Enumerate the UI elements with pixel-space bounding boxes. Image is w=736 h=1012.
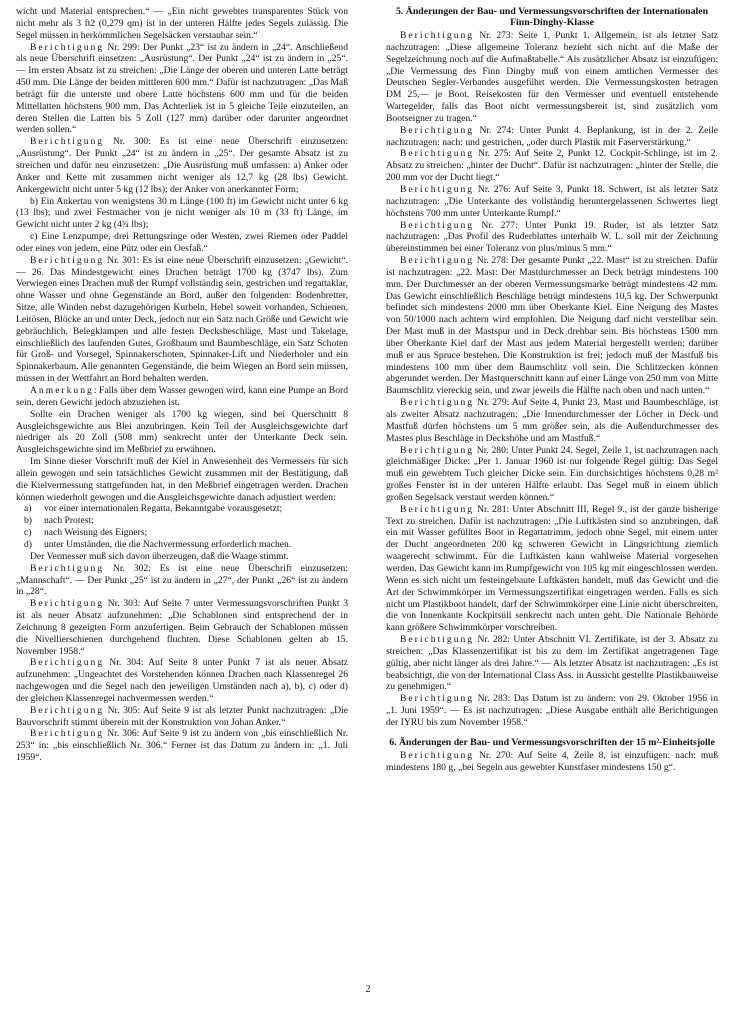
paragraph [16, 136, 348, 195]
spaced-lead-word: Berichtigung [400, 397, 475, 409]
paragraph [386, 184, 718, 220]
paragraph-text: Nr. 302: Es ist eine neue Überschrift einzusetzen: „Mannschaft“. — Der Punkt „25“ ist zu ändern in „27“, der Punkt „26“ ist zu ändern in „28“. [16, 562, 348, 598]
left-column [16, 6, 348, 972]
spaced-lead-word: Berichtigung [400, 183, 475, 195]
spaced-lead-word: Berichtigung [400, 444, 475, 456]
paragraph-text: Nr. 276: Auf Seite 3, Punkt 18. Schwert, ist als letzter Satz nachzutragen: „Die Unterkante des vollständig heruntergelassenen Schwertes liegt höchstens 700 mm unter Unterkante Rumpf.“ [386, 183, 718, 219]
paragraph [16, 409, 348, 456]
spaced-lead-word: Berichtigung [30, 562, 105, 574]
paragraph [386, 30, 718, 125]
paragraph-text: c) Eine Lenzpumpe, drei Rettungsringe oder Westen, zwei Riemen oder Paddel oder eines von jedem, eine Pütz oder ein Oesfaß.“ [16, 231, 348, 254]
paragraph-text: b) Ein Ankertau von wenigstens 30 m Länge (100 ft) im Gewicht nicht unter 6 kg (13 lbs); und zwei Festmacher von je nicht weniger als 10 m (33 ft) Länge, im Gewicht nicht unter 2 kg (4¾ lbs); [16, 195, 348, 231]
spaced-lead-word: Berichtigung [30, 704, 105, 716]
paragraph [16, 456, 348, 503]
paragraph-text: Nr. 301: Es ist eine neue Überschrift einzusetzen: „Gewicht“. — 26. Das Mindestgewicht eines Drachen beträgt 1700 kg (3747 lbs). Zum Verwiegen eines Drachen muß der Rumpf vollständig sein, gestrichen und regattaklar, ohne Wasser und ohne Gegenstände an Bord, außer den folgenden: Bodenbretter, Sitze, alle Winden nebst dazugehörigen Kurbeln, Hebel soweit vorhanden, Schienen, Leitösen, Blöcke an und unter Deck, jedoch nur ein Satz nach Größe und Gewicht wie gebräuchlich, Belegklampen und alle festen Decksbeschläge, Mast und Takelage, einschließlich des laufenden Gutes, Großbaum und Baumbeschläge, ein Satz Schoten für Groß- und Vorsegel, Spinnakerschoten, Spinnaker-Lift und Niederholer und ein Spinnakerbaum. Alle genannten Gegenstände, die beim Wiegen an Bord sein müssen, müssen in der Wettfahrt an Bord behalten werden. [16, 254, 348, 385]
paragraph-text: Nr. 303: Auf Seite 7 unter Vermessungsvorschriften Punkt 3 ist als neuer Absatz aufzunehmen: „Die Schablonen sind entsprechend der in Zeichnung 8 gezeigten Form anzufertigen. Beim Gebrauch der Schablonen müssen die Nivellierschienen durchgehend fluchten. Diese Schablonen gelten ab 15. November 1958.“ [16, 598, 348, 657]
paragraph [16, 705, 348, 729]
spaced-lead-word: Berichtigung [400, 30, 475, 41]
paragraph-text: Nr. 280: Unter Punkt 24. Segel, Zeile 1, ist nachzutragen nach gleichmäßiger Dicke: „Per 1. Januar 1960 ist nur folgende Regel gültig: Das Segel muß ein gewebtem Tuch gleicher Dicke sein. Ein durchsichtiges höchstens 0,28 m² großes Fenster ist in der unteren Hälfte erlaubt. Das Segel muß in einem üblich großen Segelsack verstaut werden können.“ [386, 444, 718, 503]
paragraph-text: Nr. 278: Der gesamte Punkt „22. Mast“ ist zu streichen. Dafür ist nachzutragen: „22. Mast: Der Mastdurchmesser an Deck beträgt mindestens 100 mm. Der Durchmesser an der oberen Vermessungsmarke beträgt mindestens 42 mm. Das Gewicht einschließlich Beschläge beträgt mindestens 10,5 kg. Der Schwerpunkt befindet sich mindestens 2000 mm über Oberkante Kiel. Eine Neigung des Mastes von 50/1000 nach achtern wird empfohlen. Die Neigung darf nicht verstellbar sein. Der Mast muß in der Mastspur und in Deck drehbar sein. Bis höchstens 1500 mm über Oberkante Kiel darf der Mast aus jedem Material hergestellt werden; darüber muß er aus Spruce bestehen. Die Konstruktion ist frei; jedoch muß der Mastfuß bis mindestens 100 mm über dem Baumschlitz voll sein. Die Schlitzecken können abgerundet werden. Der Mastquerschnitt kann auf einer Länge von 250 mm von Mitte Baumschlitz viereckig sein, und zwar jeweils die Hälfte nach oben und nach unten.“ [386, 255, 718, 397]
paragraph [16, 231, 348, 255]
paragraph [386, 750, 718, 774]
spaced-lead-word: Anmerkung [30, 385, 94, 396]
paragraph [386, 397, 718, 444]
list-marker: b) [24, 515, 32, 527]
paragraph-text: Nr. 306: Auf Seite 9 ist zu ändern von „bis einschließlich Nr. 253“ in: „bis einschließlich Nr. 306.“ Ferner ist das Datum zu ändern in: „1. Juli 1959“. [16, 728, 348, 764]
paragraph-text: Nr. 277: Unter Punkt 19. Ruder, ist als letzter Satz nachzutragen: „Das Profil des Ruderblattes unterhalb W. L. soll mit der Zeichnung übereinstimmen bei einer Toleranz von plus/minus 5 mm.“ [386, 219, 718, 255]
paragraph [16, 598, 348, 657]
paragraph [16, 255, 348, 385]
spaced-lead-word: Berichtigung [30, 254, 105, 266]
page-number: 2 [365, 984, 371, 995]
paragraph-text: Nr. 274: Unter Punkt 4. Beplankung, ist in der 2. Zeile nachzutragen: nach: und gestrichen, „oder durch Plastik mit Faserverstärkung.“ [386, 124, 718, 148]
paragraph-text: Der Vermesser muß sich davon überzeugen, daß die Waage stimmt. [30, 550, 289, 562]
spaced-lead-word: Berichtigung [400, 148, 475, 160]
paragraph [16, 657, 348, 704]
paragraph-text: Nr. 275: Auf Seite 2, Punkt 12. Cockpit-Schlinge, ist im 2. Absatz zu streichen: „hinter der Ducht“. Dafür ist nachzutragen: „hinter der Stelle, die 200 mm vor der Ducht liegt.“ [386, 148, 718, 184]
spaced-lead-word: Berichtigung [400, 255, 475, 267]
spaced-lead-word: Berichtigung [400, 749, 475, 761]
spaced-lead-word: Berichtigung [30, 41, 105, 53]
list-item-text: nach Weisung des Eigners; [44, 527, 148, 539]
paragraph-text: Nr. 283: Das Datum ist zu ändern: von 29. Oktober 1956 in „1. Juni 1959“. — Es ist nachzutragen: „Diese Ausgabe enthält alle Berichtigungen der IYRU bis zum November 1958.“ [386, 693, 718, 728]
paragraph [16, 563, 348, 599]
paragraph [16, 6, 348, 42]
paragraph-text: Nr. 304: Auf Seite 8 unter Punkt 7 ist als neuer Absatz aufzunehmen: „Ungeachtet des Vorstehenden können Drachen nach Klassenregel 26 nachgewogen und die Segel nach den jeweiligen Umständen nach a), b), c) oder d) der gleichen Klassenregel nachvermessen werden.“ [16, 657, 348, 704]
paragraph-text: Im Sinne dieser Vorschrift muß der Kiel in Anwesenheit des Vermessers für sich allein gewogen und sein tatsächliches Gewicht zusammen mit der Bestätigung, daß die Kielvermessung stattgefunden hat, in den Meßbrief eingetragen werden. Drachen können wiederholt gewogen und die Ausgleichsgewichte danach adjustiert werden: [16, 456, 348, 503]
paragraph [386, 148, 718, 184]
paragraph [16, 551, 348, 563]
paragraph [386, 445, 718, 504]
paragraph [386, 504, 718, 634]
paragraph-text: Nr. 273: Seite 1, Punkt 1. Allgemein, ist als letzter Satz nachzutragen: „Diese allgemeine Toleranz bezieht sich nicht auf die Maße der Segelzeichnung noch auf die Aufmaßtabelle.“ Als zusätzlicher Absatz ist einzufügen: „Die Vermessung des Finn Dinghy muß von einem amtlichen Vermesser des Deutschen Segler-Verbandes ausgeführt werden. Die Vermessungskosten betragen DM 25,— je Boot. Reisekosten für den Vermesser und eventuell entstehende Wartegelder, falls das Boot nicht vermessungsbereit ist, sind zusätzlich vom Bootseigner zu tragen.“ [386, 30, 718, 124]
lettered-list [16, 503, 348, 550]
paragraph [386, 125, 718, 149]
spaced-lead-word: Berichtigung [30, 657, 105, 669]
paragraph-text: Nr. 299: Der Punkt „23“ ist zu ändern in „24“. Anschließend als neue Überschrift einsetzen: „Ausrüstung“. Der Punkt „24“ ist zu ändern in „25“. — Im ersten Absatz ist zu streichen: „Die Länge der oberen und unteren Latte beträgt 450 mm. Die Länge der beiden mittleren 600 mm.“ Dafür ist nachzutragen: „Das Maß beträgt für die unterste und obere Latte höchstens 600 mm und für die beiden Mittellatten höchstens 900 mm. Das Achterliek ist in 5 gleiche Teile einzuteilen, an deren Stellen die Latten bis 5 Zoll (127 mm) darüber oder darunter angeordnet werden sollen.“ [16, 41, 348, 136]
paragraph-text: Nr. 305: Auf Seite 9 ist als letzter Punkt nachzutragen: „Die Bauvorschrift stimmt überein mit der Konstruktion von Johan Anker.“ [16, 704, 348, 728]
paragraph-text: Nr. 270: Auf Seite 4, Zeile 8, ist einzufügen: nach: muß mindestens 180 g, „bei Segeln aus gewebter Kunstfaser mindestens 150 g“. [386, 749, 718, 773]
spaced-lead-word: Berichtigung [30, 598, 105, 610]
document-page [16, 6, 720, 1006]
list-item [24, 527, 348, 539]
paragraph [16, 385, 348, 409]
paragraph [386, 693, 718, 729]
list-item [24, 503, 348, 515]
section-heading: 5. Änderungen der Bau- und Vermessungsvorschriften der Internationalen Finn-Dinghy-Klasse [395, 6, 709, 28]
paragraph-text: Nr. 300: Es ist eine neue Überschrift einzusetzen: „Ausrüstung“. Der Punkt „24“ ist zu ändern in „25“. Der gesamte Absatz ist zu streichen und dafür neu einzusetzen: „Die Ausrüstung muß umfassen: a) Anker oder Anker und Kette mit zusammen nicht weniger als 12,7 kg (28 lbs) Gewicht. Ankergewicht nicht unter 5 kg (12 lbs); der Anker von anerkannter Form; [16, 136, 348, 195]
spaced-lead-word: Berichtigung [30, 136, 105, 148]
paragraph-text: Nr. 282: Unter Abschnitt VI. Zertifikate, ist der 3. Absatz zu streichen: „Das Klassenzertifikat ist bis zu dem im Zertifikat angetragenen Tage gültig, aber nicht länger als drei Jahre.“ — Als letzter Absatz ist nachzutragen: „Es ist beabsichtigt, die von der International Class Ass. in Aussicht gestellte Plastikbauweise zu genehmigen.“ [386, 634, 718, 693]
paragraph [16, 42, 348, 137]
list-item-text: vor einer internationalen Regatta, Bekanntgabe vorausgesetzt; [44, 503, 283, 515]
spaced-lead-word: Berichtigung [400, 503, 475, 515]
paragraph [386, 634, 718, 693]
spaced-lead-word: Berichtigung [30, 728, 105, 740]
paragraph-text: : Falls über dem Wasser gewogen wird, kann eine Pumpe an Bord sein, deren Gewicht jedoch abzuziehen ist. [16, 385, 348, 408]
spaced-lead-word: Berichtigung [400, 693, 475, 705]
list-item-text: unter Umständen, die die Nachvermessung erforderlich machen. [44, 538, 292, 550]
right-column [386, 6, 718, 972]
paragraph-text: wicht und Material entsprechen.“ — „Ein nicht gewebtes transparentes Stück von nicht mehr als 3 ft2 (0,279 qm) ist in der unteren Hälfte jedes Segels zulässig. Die Segel müssen in herkömmlichen Segelsäcken verstaubar sein.“ [16, 6, 348, 41]
list-marker: c) [24, 527, 32, 539]
list-marker: a) [24, 503, 32, 515]
paragraph-text: Nr. 279: Auf Seite 4, Punkt 23. Mast und Baumbeschläge, ist als zweiter Absatz nachzutragen: „Die Innendurchmesser der Löcher in Deck und Mastfuß dürfen höchstens um 5 mm größer sein, als die Außendurchmesser des Mastes plus Beschläge in Deckshöhe und am Mastfuß.“ [386, 397, 718, 444]
section-heading: 6. Änderungen der Bau- und Vermessungsvorschriften der 15 m²-Einheitsjolle [389, 736, 715, 748]
spaced-lead-word: Berichtigung [400, 219, 475, 231]
spaced-lead-word: Berichtigung [400, 634, 475, 646]
paragraph [16, 196, 348, 232]
list-item-text: nach Protest; [44, 515, 94, 527]
paragraph [386, 255, 718, 397]
list-item [24, 515, 348, 527]
list-marker: d) [24, 538, 32, 550]
spaced-lead-word: Berichtigung [400, 124, 475, 136]
paragraph [386, 220, 718, 256]
paragraph-text: Sollte ein Drachen weniger als 1700 kg wiegen, sind bei Querschnitt 8 Ausgleichsgewichte aus Blei anzubringen. Kein Teil der Ausgleichsgewichte darf niedriger als 20 Zoll (508 mm) senkrecht unter der Unterkante Deck sein. Ausgleichsgewichte sind im Meßbrief zu erwähnen. [16, 408, 348, 456]
paragraph [16, 728, 348, 764]
paragraph-text: Nr. 281: Unter Abschnitt III, Regel 9., ist der ganze bisherige Text zu streichen. Dafür ist nachzutragen: „Die Luftkästen sind so anzubringen, daß ein mit Wasser gefülltes Boot in Regattatrimm, jedoch ohne Segel, mit einem unter der Ducht angeordneten 200 kg schweren Gewicht in Längsrichtung ziemlich waagerecht schwimmt. Für die Luftkästen kann wahlweise Material vorgesehen werden. Das Gewicht kann im Rumpfgewicht von 105 kg mit eingeschlossen werden. Wenn es sich nicht um festeingebaute Luftkästen handelt, muß das Gewicht und die Art der Schwimmkörper im Vermessungszertifikat eingetragen werden. Falls es sich nicht um Plastikboot handelt, darf der Schwimmkörper eine Linie nicht überschreiten, die von Innenkante Kockpitsüll senkrecht nach unten geht. Die Nationale Behörde kann größere Schwimmkörper vorschreiben. [386, 503, 718, 634]
list-item [24, 538, 348, 551]
